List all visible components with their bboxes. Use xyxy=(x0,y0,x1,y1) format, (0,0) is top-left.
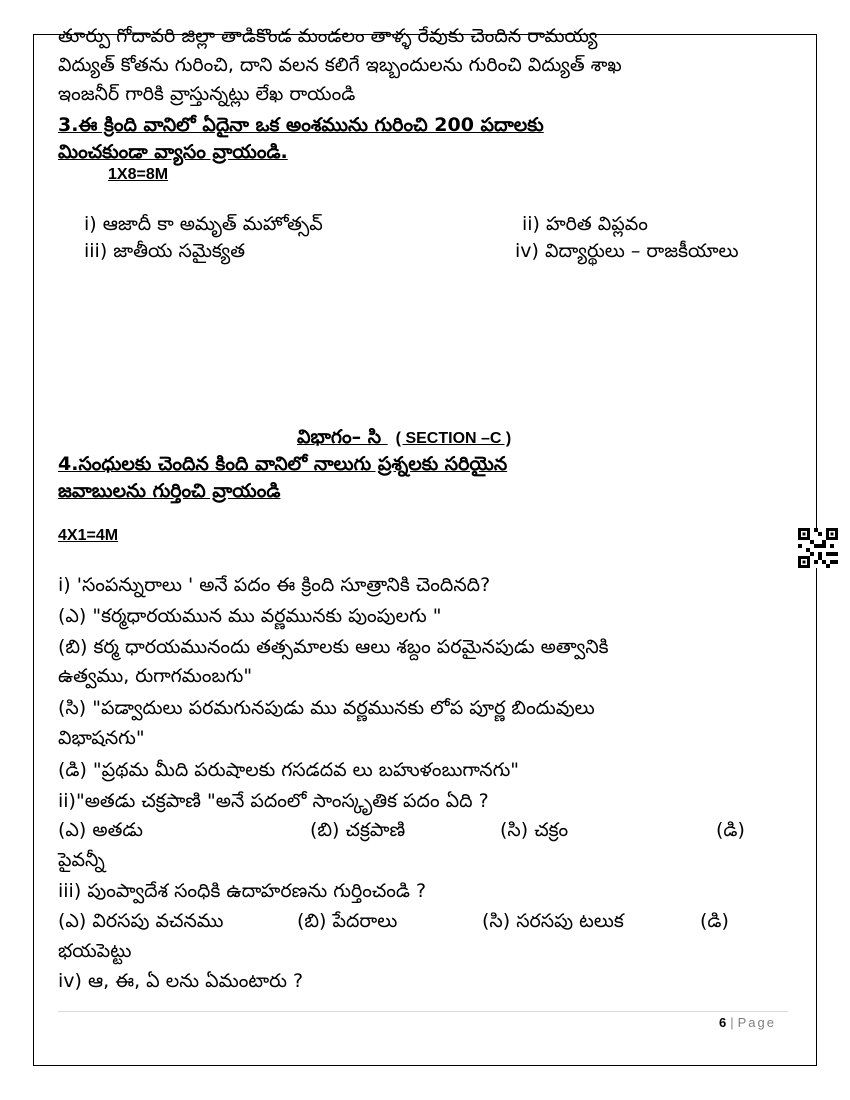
q4-choice: (సి) సరసపు టలుక xyxy=(482,910,624,932)
q4-choice: (డి) xyxy=(716,819,745,841)
q3-option-3: iii) జాతీయ సమైక్యత xyxy=(84,240,246,262)
section-label: విభాగం– సి xyxy=(297,426,382,448)
q4-line: విభాషనగు" xyxy=(58,727,145,749)
q3-option-4: iv) విద్యార్థులు – రాజకీయాలు xyxy=(515,240,739,262)
q4-choice: (సి) చక్రం xyxy=(500,819,569,841)
q4-line: (డి) "ప్రథమ మీది పరుషాలకు గసడదవ లు బహుళంబుగానగు" xyxy=(58,759,520,781)
page-separator: | xyxy=(730,1015,734,1030)
q4-line: (బి) కర్మ ధారయమునందు తత్సమాలకు ఆలు శబ్దం పరమైనపుడు అత్వానికి xyxy=(58,636,609,658)
q4-choice: (డి) xyxy=(700,910,729,932)
footer-divider xyxy=(58,1011,788,1012)
page-word: Page xyxy=(737,1015,776,1030)
q3-option-2: ii) హరిత విప్లవం xyxy=(522,213,648,235)
q4-heading-line-1: 4.సంధులకు చెందిన కింది వానిలో నాలుగు ప్రశ్నలకు సరియైన xyxy=(58,453,508,475)
q3-option-1: i) ఆజాదీ కా అమృత్ మహోత్సవ్ xyxy=(84,213,323,235)
q4-choice: భయపెట్టు xyxy=(58,940,132,962)
qr-code-icon xyxy=(798,528,838,568)
page-footer xyxy=(719,1015,776,1030)
q4-choice: (ఎ) విరసపు వచనము xyxy=(58,910,224,932)
q4-choice: (ఎ) అతడు xyxy=(58,819,143,841)
q4-line: iv) ఆ, ఈ, ఏ లను ఏమంటారు ? xyxy=(58,970,304,992)
intro-line-3: ఇంజనీర్ గారికి వ్రాస్తున్నట్లు లేఖ రాయండి xyxy=(58,83,356,105)
q4-line: i) 'సంపన్నురాలు ' అనే పదం ఈ క్రింది సూత్రానికి చెందినది? xyxy=(58,574,491,596)
q4-line: (సి) "పడ్వాదులు పరమగునపుడు ము వర్ణమునకు లోప పూర్ణ బిందువులు xyxy=(58,697,595,719)
q4-heading-line-2: జవాబులను గుర్తించి వ్రాయండి xyxy=(58,480,281,502)
q4-line: ii)"అతడు చక్రపాణి "అనే పదంలో సాంస్కృతిక పదం ఏది ? xyxy=(58,790,489,812)
section-heading xyxy=(297,425,511,451)
q4-line: iii) పుంప్వాదేశ సంధికి ఉదాహరణను గుర్తించండి ? xyxy=(58,880,427,902)
q3-marks: 1X8=8M xyxy=(108,166,169,183)
q4-marks: 4X1=4M xyxy=(58,527,119,544)
q4-line: ఉత్వము, రుగాగమంబగు" xyxy=(58,665,253,687)
intro-line-1: తూర్పు గోదావరి జిల్లా తాడికొండ మండలం తాళ్ళ రేవుకు చెందిన రామయ్య xyxy=(58,25,598,47)
page-number: 6 xyxy=(719,1015,727,1030)
q3-heading-line-2: మించకుండా వ్యాసం వ్రాయండి. xyxy=(58,141,288,163)
section-english: ( SECTION –C ) xyxy=(395,430,512,447)
q3-heading-line-1: 3.ఈ క్రింది వానిలో ఏదైనా ఒక అంశమును గురించి 200 పదాలకు xyxy=(58,114,544,136)
q4-choice: (బి) పేదరాలు xyxy=(297,910,398,932)
intro-line-2: విద్యుత్ కోతను గురించి, దాని వలన కలిగే ఇబ్బందులను గురించి విద్యుత్ శాఖ xyxy=(58,54,622,76)
q4-choice: (బి) చక్రపాణి xyxy=(310,819,406,841)
q4-line: (ఎ) "కర్మధారయమున ము వర్ణమునకు పుంపులగు " xyxy=(58,605,442,627)
q4-choice: పైవన్నీ xyxy=(58,849,105,871)
